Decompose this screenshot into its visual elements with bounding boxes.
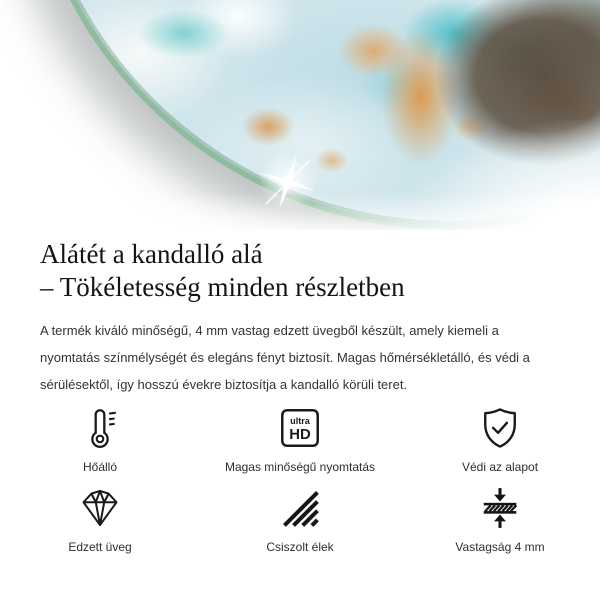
title-line-2: – Tökéletesség minden részletben	[40, 272, 405, 302]
feature-label: Edzett üveg	[68, 540, 132, 554]
page-title	[40, 238, 560, 304]
feature-protects-base	[400, 404, 600, 474]
thickness-icon	[477, 484, 523, 532]
ultra-hd-icon-text-bottom: HD	[289, 427, 311, 444]
polished-edges-icon	[278, 484, 322, 532]
feature-label: Vastagság 4 mm	[455, 540, 545, 554]
feature-high-quality-print	[200, 404, 400, 474]
feature-grid	[0, 404, 600, 554]
feature-thickness-4mm	[400, 484, 600, 554]
thermometer-icon	[77, 404, 123, 452]
feature-label: Védi az alapot	[461, 460, 539, 474]
feature-label: Magas minőségű nyomtatás	[224, 460, 376, 474]
product-description: A termék kiváló minőségű, 4 mm vastag edzett üvegből készült, amely kiemeli a nyomtatás színmélységét és elegáns fényt biztosít. Magas hőmérsékletálló, és védi a sérülésektől, így hosszú évekre biztosítja a kandalló körüli teret.	[40, 323, 530, 392]
feature-label: Hőálló	[82, 460, 118, 474]
feature-tempered-glass	[0, 484, 200, 554]
feature-polished-edges	[200, 484, 400, 554]
feature-label: Csiszolt élek	[266, 540, 334, 554]
title-line-1: Alátét a kandalló alá	[40, 239, 263, 269]
shield-check-icon	[477, 404, 523, 452]
product-photo	[0, 0, 600, 230]
feature-heat-resistant	[0, 404, 200, 474]
text-content	[0, 238, 600, 398]
ultra-hd-icon-text-top: ultra	[290, 416, 310, 427]
sparkle-glint-icon	[256, 150, 320, 214]
diamond-icon	[76, 484, 124, 532]
ultra-hd-icon	[277, 404, 323, 452]
